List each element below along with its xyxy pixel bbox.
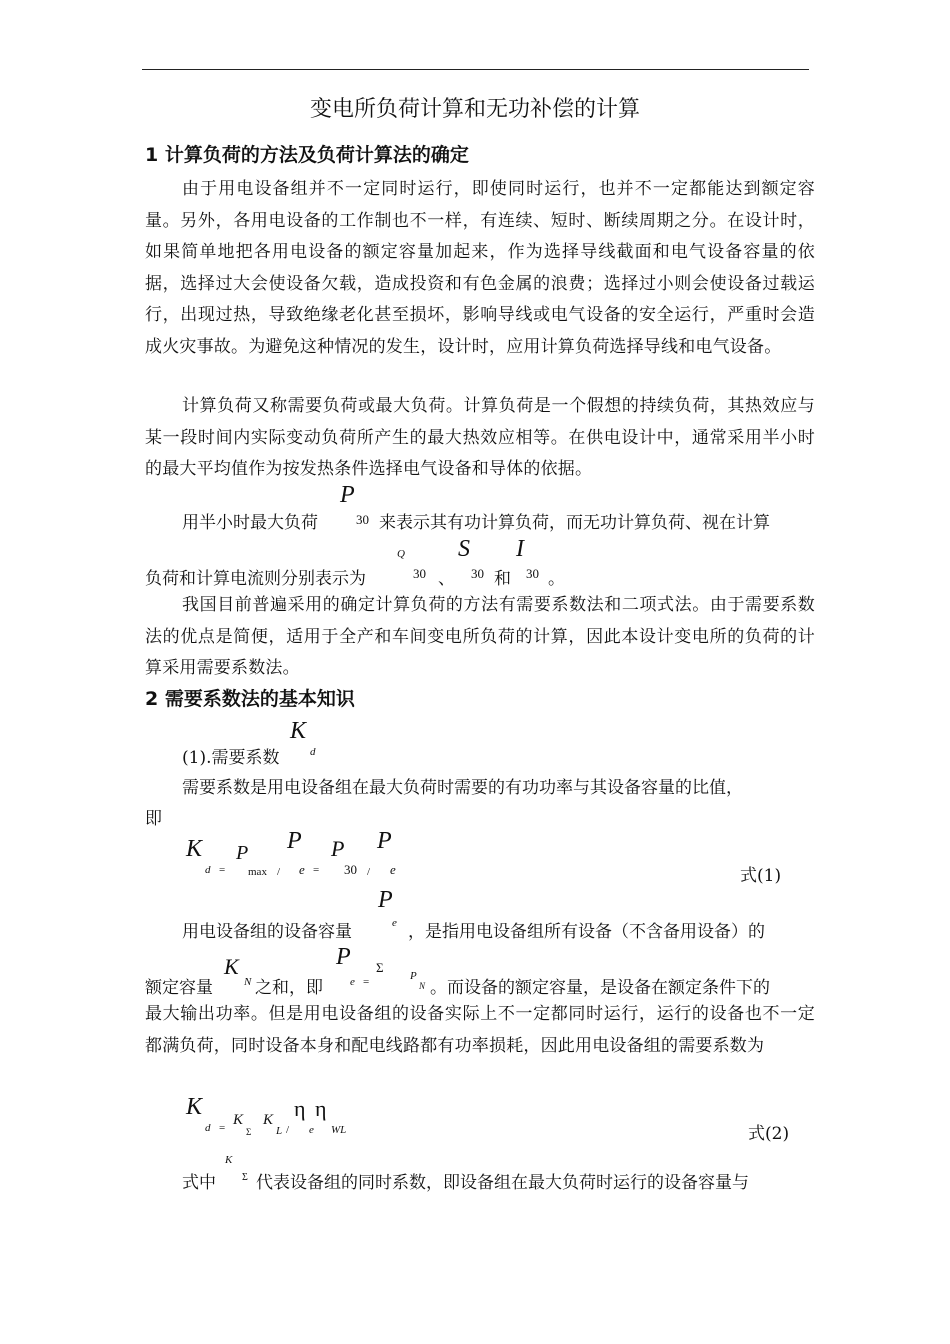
math-sub-30: 30 (526, 566, 539, 581)
item-1-label: (1).需要系数 (182, 748, 280, 768)
paragraph-6f: 最大输出功率。但是用电设备组的设备实际上不一定都同时运行，运行的设备也不一定都满负荷，同时设备本身和配电线路都有功率损耗，因此用电设备组的需要系数为 (145, 1004, 815, 1056)
math-P: P (336, 944, 351, 970)
paragraph-6d: 之和，即 (255, 978, 323, 998)
math-equals: = (219, 1122, 226, 1134)
math-slash: / (367, 866, 371, 878)
paragraph-7a: 式中 (182, 1173, 216, 1193)
math-P: P (287, 828, 302, 854)
q-s-i-text-a: 负荷和计算电流则分别表示为 (145, 569, 366, 589)
math-Q: Q (397, 548, 405, 560)
math-sub-N: N (244, 976, 252, 988)
math-slash: / (286, 1124, 290, 1136)
math-sub-N: N (419, 981, 426, 991)
math-K: K (186, 1094, 203, 1120)
math-P: P (340, 482, 355, 508)
math-S: S (458, 536, 470, 562)
math-K: K (263, 1112, 274, 1128)
math-sub-e: e (390, 862, 396, 877)
math-sub-30: 30 (471, 566, 484, 581)
math-P: P (236, 842, 249, 864)
math-sub-e: e (299, 862, 305, 877)
header-rule (142, 69, 809, 70)
paragraph-4: 我国目前普遍采用的确定计算负荷的方法有需要系数法和二项式法。由于需要系数法的优点是简便，适用于全产和车间变电所负荷的计算，因此本设计变电所的负荷的计算采用需要系数法。 (145, 595, 815, 678)
math-I: I (516, 536, 524, 562)
equation-2-label: 式(2) (748, 1124, 790, 1144)
math-equals: = (313, 864, 320, 876)
math-eta: η (294, 1096, 306, 1121)
math-P: P (378, 887, 393, 913)
p30-text-b: 来表示其有功计算负荷，而无功计算负荷、视在计算 (379, 513, 770, 533)
math-equals: = (219, 864, 226, 876)
p30-text-a: 用半小时最大负荷 (182, 513, 318, 533)
section-1-heading: 1 计算负荷的方法及负荷计算法的确定 (145, 144, 469, 166)
math-K: K (225, 1154, 233, 1166)
math-P: P (377, 828, 392, 854)
equation-1-label: 式(1) (740, 866, 782, 886)
section-2-heading: 2 需要系数法的基本知识 (145, 688, 355, 710)
math-sigma: Σ (242, 1172, 248, 1183)
math-sigma: Σ (376, 960, 384, 975)
paragraph-6c: 额定容量 (145, 978, 213, 998)
q-s-i-and: 和 (494, 569, 511, 589)
math-sigma: Σ (246, 1127, 252, 1137)
math-sub-e: e (392, 917, 397, 929)
q-s-i-period: 。 (548, 569, 565, 589)
math-sub-d: d (310, 746, 316, 758)
math-sub-max: max (248, 866, 267, 878)
math-K: K (290, 718, 307, 744)
paragraph-5a: 需要系数是用电设备组在最大负荷时需要的有功功率与其设备容量的比值， (182, 778, 743, 798)
math-K: K (186, 836, 203, 862)
math-equals: = (363, 976, 370, 988)
math-sub-WL: WL (331, 1124, 347, 1136)
math-sub-L: L (276, 1125, 283, 1137)
q-s-i-separator: 、 (438, 569, 455, 589)
math-P: P (331, 836, 345, 861)
document-title: 变电所负荷计算和无功补偿的计算 (309, 97, 640, 122)
math-K: K (233, 1112, 244, 1128)
paragraph-2: 计算负荷又称需要负荷或最大负荷。计算负荷是一个假想的持续负荷，其热效应与某一段时间内实际变动负荷所产生的最大热效应相等。在供电设计中，通常采用半小时的最大平均值作为按发热条件选择电气设备和导体的依据。 (145, 396, 815, 479)
math-eta: η (315, 1096, 327, 1121)
math-sub-30: 30 (344, 862, 357, 877)
paragraph-5b: 即 (145, 809, 162, 829)
math-sub-30: 30 (356, 512, 369, 527)
paragraph-6e: 。而设备的额定容量，是设备在额定条件下的 (430, 978, 770, 998)
math-sub-d: d (205, 1122, 211, 1134)
math-sub-e: e (309, 1124, 314, 1136)
math-slash: / (277, 866, 281, 878)
math-K: K (224, 954, 239, 979)
paragraph-7b: 代表设备组的同时系数，即设备组在最大负荷时运行的设备容量与 (256, 1173, 749, 1193)
paragraph-6a: 用电设备组的设备容量 (182, 922, 352, 942)
math-sub-30: 30 (413, 566, 426, 581)
math-P: P (410, 970, 417, 982)
paragraph-1: 由于用电设备组并不一定同时运行，即使同时运行，也并不一定都能达到额定容量。另外，各用电设备的工作制也不一样，有连续、短时、断续周期之分。在设计时，如果简单地把各用电设备的额定容量加起来，作为选择导线截面和电气设备容量的依据，选择过大会使设备欠载，造成投资和有色金属的浪费；选择过小则会使设备过载运行，出现过热，导致绝缘老化甚至损坏，影响导线或电气设备的安全运行，严重时会造成火灾事故。为避免这种情况的发生，设计时，应用计算负荷选择导线和电气设备。 (145, 179, 815, 357)
math-sub-e: e (350, 976, 355, 988)
paragraph-6b: ，是指用电设备组所有设备（不含备用设备）的 (408, 922, 765, 942)
math-sub-d: d (205, 864, 211, 876)
